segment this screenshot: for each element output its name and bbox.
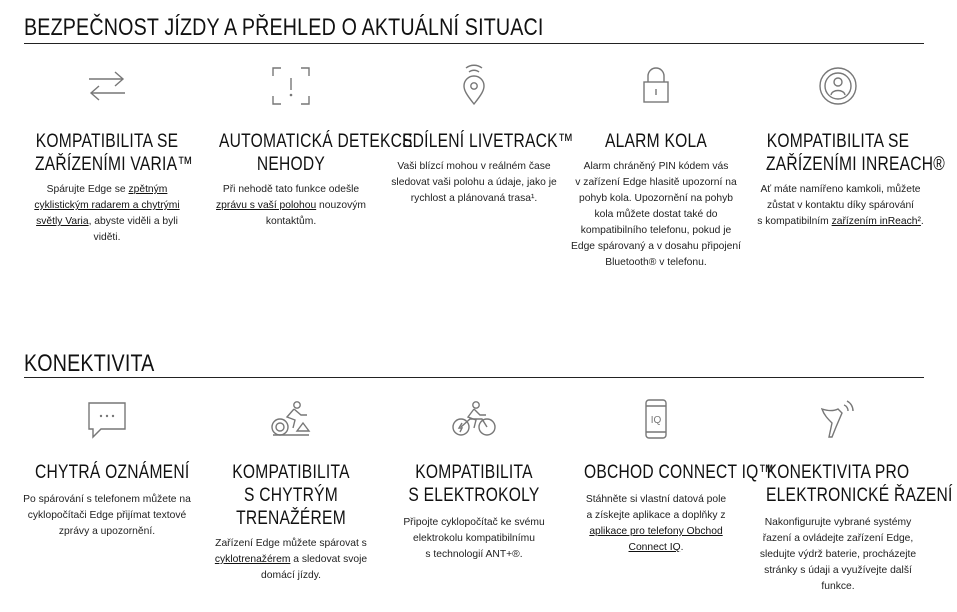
feature-text: , abyste viděli a byli	[88, 216, 178, 227]
feature-inreach	[748, 64, 945, 230]
feature-text: sledovat vaši polohu a údaje, jako je	[391, 177, 557, 188]
feature-text: kola můžete dostat také do	[594, 209, 718, 220]
feature-title-line: SDÍLENÍ LIVETRACK™	[402, 130, 574, 152]
feature-text: funkce.	[821, 581, 855, 592]
feature-text: Alarm chráněný PIN kódem vás	[583, 161, 729, 172]
feature-text: Připojte cyklopočítač ke svému	[403, 517, 545, 528]
feature-title-line: KONEKTIVITA PRO	[766, 461, 910, 483]
feature-varia	[17, 64, 197, 246]
section-title-safety: BEZPEČNOST JÍZDY A PŘEHLED O AKTUÁLNÍ SITUACI	[24, 14, 544, 41]
feature-text: s technologií ANT+®.	[425, 549, 523, 560]
feature-text: a získejte aplikace a doplňky z	[586, 510, 726, 521]
feature-text: zůstat v kontaktu díky spárování	[766, 200, 915, 211]
feature-text: viděti.	[93, 232, 121, 243]
section-title-connectivity: KONEKTIVITA	[24, 350, 155, 377]
feature-title-line: KOMPATIBILITA SE	[35, 130, 179, 152]
feature-livetrack	[384, 64, 574, 207]
feature-text: Po spárování s telefonem můžete na	[23, 494, 191, 505]
shifter-wireless-icon	[816, 397, 860, 441]
feature-text: kompatibilního telefonu, pokud je	[580, 225, 732, 236]
feature-title-line: KOMPATIBILITA	[232, 461, 350, 483]
section-divider	[24, 43, 924, 44]
feature-text: cyklopočítači Edge přijímat textové	[27, 510, 187, 521]
feature-title-line: S ELEKTROKOLY	[408, 484, 540, 506]
feature-text: řazení a ovládejte zařízení Edge,	[762, 533, 914, 544]
feature-text: Nakonfigurujte vybrané systémy	[764, 517, 912, 528]
svg-text:IQ: IQ	[650, 415, 662, 426]
feature-title-line: CHYTRÁ OZNÁMENÍ	[35, 461, 190, 483]
feature-electronic-shifting	[748, 397, 953, 595]
connect-iq-app-link[interactable]: Connect IQ	[628, 542, 681, 553]
feature-smart-trainer	[201, 397, 381, 584]
feature-text: Ať máte namířeno kamkoli, můžete	[760, 184, 921, 195]
feature-text: Stáhněte si vlastní datová pole	[585, 494, 727, 505]
feature-title-line: AUTOMATICKÁ DETEKCE	[219, 130, 413, 152]
feature-text: Spárujte Edge se	[46, 184, 129, 195]
feature-text: .	[920, 216, 924, 227]
feature-ebike	[384, 397, 564, 563]
feature-title-line: KOMPATIBILITA SE	[766, 130, 910, 152]
feature-text: Edge spárovaný a v dosahu připojení	[570, 241, 741, 252]
feature-title-line: OBCHOD CONNECT IQ™	[584, 461, 775, 483]
varia-radar-link[interactable]: cyklistickým radarem a chytrými	[34, 200, 180, 211]
feature-text: Vaši blízcí mohou v reálném čase	[397, 161, 551, 172]
feature-text: nouzovým	[316, 200, 366, 211]
feature-incident-detection	[201, 64, 413, 230]
varia-radar-link[interactable]: zpětným	[128, 184, 168, 195]
feature-title-line: NEHODY	[256, 153, 326, 175]
feature-text: elektrokolu kompatibilnímu	[413, 533, 535, 544]
varia-lights-link[interactable]: světly Varia	[36, 216, 89, 227]
inreach-person-icon	[816, 64, 860, 108]
feature-title-line: KOMPATIBILITA	[415, 461, 533, 483]
feature-text: a sledovat svoje	[290, 554, 368, 565]
feature-title-line: TRENAŽÉREM	[236, 507, 346, 529]
incident-detection-icon	[269, 64, 313, 108]
feature-text: Bluetooth® v telefonu.	[605, 257, 707, 268]
feature-text: zprávy a upozornění.	[58, 526, 156, 537]
connect-iq-phone-icon	[634, 397, 678, 441]
feature-text: kontaktům.	[265, 216, 317, 227]
feature-smart-notifications	[17, 397, 197, 540]
feature-title-line: ELEKTRONICKÉ ŘAZENÍ	[766, 484, 953, 506]
feature-title-line: S CHYTRÝM	[243, 484, 339, 506]
feature-text: stránky s údaji a využívejte další	[764, 565, 912, 576]
bike-trainer-link[interactable]: cyklotrenažérem	[214, 554, 291, 565]
feature-text: rychlost a plánovaná trasa¹.	[410, 193, 538, 204]
feature-title-line: ALARM KOLA	[604, 130, 708, 152]
padlock-icon	[634, 64, 678, 108]
feature-text: s kompatibilním	[757, 216, 832, 227]
feature-text: pohyb kola. Upozornění na pohyb	[579, 193, 733, 204]
feature-connect-iq	[566, 397, 775, 556]
feature-text: domácí jízdy.	[261, 570, 321, 581]
feature-text: Zařízení Edge můžete spárovat s	[215, 538, 367, 549]
location-share-icon	[452, 64, 496, 108]
ebike-icon	[450, 397, 498, 441]
connect-iq-app-link[interactable]: aplikace pro telefony Obchod	[589, 526, 723, 537]
feature-title-line: ZAŘÍZENÍMI INREACH®	[766, 153, 945, 175]
feature-text: Při nehodě tato funkce odešle	[222, 184, 360, 195]
feature-text: sledujte výdrž baterie, procházejte	[759, 549, 917, 560]
location-message-link[interactable]: zprávu s vaší polohou	[216, 200, 317, 211]
inreach-device-link[interactable]: zařízením inReach²	[831, 216, 921, 227]
feature-text: .	[680, 542, 684, 553]
feature-text: v zařízení Edge hlasitě upozorní na	[575, 177, 737, 188]
arrows-swap-icon	[85, 64, 129, 108]
feature-bike-alarm	[566, 64, 746, 271]
section-divider	[24, 377, 924, 378]
chat-bubble-icon	[85, 397, 129, 441]
feature-title-line: ZAŘÍZENÍMI VARIA™	[35, 153, 194, 175]
trainer-rider-icon	[267, 397, 315, 441]
